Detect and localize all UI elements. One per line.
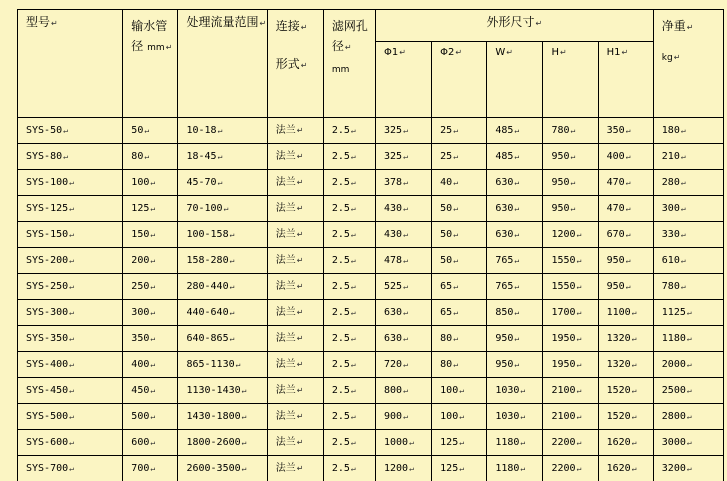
cell-h: 1950↵ (543, 326, 598, 352)
cell-connection: 法兰↵ (267, 326, 323, 352)
cell-h: 1950↵ (543, 352, 598, 378)
cell-connection: 法兰↵ (267, 222, 323, 248)
cell-h: 1550↵ (543, 274, 598, 300)
table-row (18, 326, 724, 352)
cell-connection: 法兰↵ (267, 430, 323, 456)
cell-h1: 1520↵ (598, 378, 653, 404)
cell-weight: 610↵ (653, 248, 723, 274)
cell-phi2: 25↵ (432, 144, 487, 170)
cell-model: SYS-350↵ (18, 326, 123, 352)
cell-phi1: 630↵ (376, 300, 432, 326)
cell-weight: 180↵ (653, 118, 723, 144)
header-row-1 (18, 10, 724, 42)
table-row (18, 144, 724, 170)
cell-connection: 法兰↵ (267, 144, 323, 170)
cell-w: 1180↵ (487, 456, 543, 481)
cell-h: 780↵ (543, 118, 598, 144)
cell-pipe-diameter: 50↵ (123, 118, 178, 144)
cell-weight: 780↵ (653, 274, 723, 300)
cell-flow-range: 1430-1800↵ (178, 404, 267, 430)
cell-model: SYS-80↵ (18, 144, 123, 170)
cell-h: 2100↵ (543, 404, 598, 430)
cell-connection: 法兰↵ (267, 248, 323, 274)
cell-filter-hole: 2.5↵ (323, 274, 375, 300)
cell-pipe-diameter: 125↵ (123, 196, 178, 222)
cell-weight: 3200↵ (653, 456, 723, 481)
cell-weight: 1180↵ (653, 326, 723, 352)
table-row (18, 378, 724, 404)
cell-filter-hole: 2.5↵ (323, 404, 375, 430)
cell-phi1: 630↵ (376, 326, 432, 352)
cell-filter-hole: 2.5↵ (323, 456, 375, 481)
cell-filter-hole: 2.5↵ (323, 248, 375, 274)
cell-flow-range: 158-280↵ (178, 248, 267, 274)
cell-phi1: 1200↵ (376, 456, 432, 481)
cell-pipe-diameter: 600↵ (123, 430, 178, 456)
cell-model: SYS-700↵ (18, 456, 123, 481)
cell-pipe-diameter: 150↵ (123, 222, 178, 248)
header-pipe-diameter: 输水管 径 mm↵ (123, 10, 178, 118)
cell-w: 950↵ (487, 352, 543, 378)
cell-phi1: 900↵ (376, 404, 432, 430)
cell-weight: 3000↵ (653, 430, 723, 456)
cell-phi1: 325↵ (376, 144, 432, 170)
cell-phi1: 478↵ (376, 248, 432, 274)
cell-h: 1550↵ (543, 248, 598, 274)
table-row (18, 404, 724, 430)
cell-connection: 法兰↵ (267, 352, 323, 378)
table-row (18, 248, 724, 274)
cell-flow-range: 865-1130↵ (178, 352, 267, 378)
cell-model: SYS-125↵ (18, 196, 123, 222)
header-dimensions: 外形尺寸↵ (376, 10, 654, 42)
cell-flow-range: 280-440↵ (178, 274, 267, 300)
cell-filter-hole: 2.5↵ (323, 144, 375, 170)
table-row (18, 430, 724, 456)
cell-weight: 2500↵ (653, 378, 723, 404)
cell-model: SYS-150↵ (18, 222, 123, 248)
cell-filter-hole: 2.5↵ (323, 326, 375, 352)
cell-h1: 950↵ (598, 274, 653, 300)
cell-flow-range: 1130-1430↵ (178, 378, 267, 404)
table-row (18, 456, 724, 481)
cell-w: 850↵ (487, 300, 543, 326)
cell-w: 950↵ (487, 326, 543, 352)
cell-pipe-diameter: 80↵ (123, 144, 178, 170)
cell-w: 1030↵ (487, 378, 543, 404)
cell-phi1: 378↵ (376, 170, 432, 196)
cell-w: 630↵ (487, 222, 543, 248)
cell-phi2: 50↵ (432, 248, 487, 274)
cell-pipe-diameter: 250↵ (123, 274, 178, 300)
cell-h: 2200↵ (543, 430, 598, 456)
cell-filter-hole: 2.5↵ (323, 222, 375, 248)
cell-pipe-diameter: 100↵ (123, 170, 178, 196)
header-dim-phi1: Φ1↵ (376, 42, 432, 118)
cell-h: 2100↵ (543, 378, 598, 404)
cell-h1: 1520↵ (598, 404, 653, 430)
cell-connection: 法兰↵ (267, 404, 323, 430)
cell-filter-hole: 2.5↵ (323, 118, 375, 144)
cell-phi1: 430↵ (376, 196, 432, 222)
cell-model: SYS-250↵ (18, 274, 123, 300)
cell-weight: 210↵ (653, 144, 723, 170)
cell-weight: 1125↵ (653, 300, 723, 326)
cell-phi2: 50↵ (432, 222, 487, 248)
cell-phi1: 720↵ (376, 352, 432, 378)
cell-h: 950↵ (543, 144, 598, 170)
cell-phi2: 50↵ (432, 196, 487, 222)
header-dim-h: H↵ (543, 42, 598, 118)
cell-w: 485↵ (487, 118, 543, 144)
cell-phi1: 525↵ (376, 274, 432, 300)
cell-phi2: 125↵ (432, 456, 487, 481)
table-row (18, 196, 724, 222)
cell-w: 1180↵ (487, 430, 543, 456)
header-flow-range: 处理流量范围↵ (178, 10, 267, 118)
cell-pipe-diameter: 300↵ (123, 300, 178, 326)
cell-h1: 670↵ (598, 222, 653, 248)
cell-pipe-diameter: 200↵ (123, 248, 178, 274)
cell-weight: 2000↵ (653, 352, 723, 378)
header-dim-phi2: Φ2↵ (432, 42, 487, 118)
cell-flow-range: 100-158↵ (178, 222, 267, 248)
cell-h1: 1620↵ (598, 456, 653, 481)
cell-phi1: 430↵ (376, 222, 432, 248)
spec-table (17, 9, 724, 481)
cell-phi1: 1000↵ (376, 430, 432, 456)
cell-flow-range: 70-100↵ (178, 196, 267, 222)
cell-connection: 法兰↵ (267, 118, 323, 144)
cell-w: 765↵ (487, 248, 543, 274)
cell-phi2: 65↵ (432, 300, 487, 326)
cell-h: 2200↵ (543, 456, 598, 481)
cell-connection: 法兰↵ (267, 274, 323, 300)
cell-h1: 1320↵ (598, 352, 653, 378)
cell-weight: 2800↵ (653, 404, 723, 430)
cell-model: SYS-50↵ (18, 118, 123, 144)
cell-phi1: 800↵ (376, 378, 432, 404)
cell-h: 1200↵ (543, 222, 598, 248)
cell-filter-hole: 2.5↵ (323, 196, 375, 222)
cell-flow-range: 2600-3500↵ (178, 456, 267, 481)
header-filter-hole: 滤网孔 径↵ mm (323, 10, 375, 118)
cell-phi1: 325↵ (376, 118, 432, 144)
table-row (18, 300, 724, 326)
cell-flow-range: 440-640↵ (178, 300, 267, 326)
cell-h1: 350↵ (598, 118, 653, 144)
table-row (18, 118, 724, 144)
cell-flow-range: 10-18↵ (178, 118, 267, 144)
header-connection: 连接↵ 形式↵ (267, 10, 323, 118)
cell-pipe-diameter: 450↵ (123, 378, 178, 404)
cell-flow-range: 18-45↵ (178, 144, 267, 170)
cell-w: 765↵ (487, 274, 543, 300)
cell-flow-range: 640-865↵ (178, 326, 267, 352)
table-row (18, 274, 724, 300)
cell-weight: 280↵ (653, 170, 723, 196)
cell-model: SYS-450↵ (18, 378, 123, 404)
header-dim-w: W↵ (487, 42, 543, 118)
cell-phi2: 65↵ (432, 274, 487, 300)
cell-connection: 法兰↵ (267, 196, 323, 222)
cell-phi2: 100↵ (432, 378, 487, 404)
cell-h1: 950↵ (598, 248, 653, 274)
spec-table-body (18, 10, 724, 481)
cell-w: 630↵ (487, 196, 543, 222)
header-dim-h1: H1↵ (598, 42, 653, 118)
cell-pipe-diameter: 400↵ (123, 352, 178, 378)
cell-model: SYS-200↵ (18, 248, 123, 274)
cell-w: 630↵ (487, 170, 543, 196)
cell-h1: 1100↵ (598, 300, 653, 326)
cell-weight: 300↵ (653, 196, 723, 222)
table-row (18, 170, 724, 196)
cell-phi2: 100↵ (432, 404, 487, 430)
cell-model: SYS-400↵ (18, 352, 123, 378)
cell-flow-range: 1800-2600↵ (178, 430, 267, 456)
cell-phi2: 25↵ (432, 118, 487, 144)
cell-model: SYS-500↵ (18, 404, 123, 430)
cell-filter-hole: 2.5↵ (323, 170, 375, 196)
table-row (18, 222, 724, 248)
table-row (18, 352, 724, 378)
cell-connection: 法兰↵ (267, 300, 323, 326)
cell-h: 950↵ (543, 196, 598, 222)
header-model: 型号↵ (18, 10, 123, 118)
cell-h: 950↵ (543, 170, 598, 196)
cell-pipe-diameter: 350↵ (123, 326, 178, 352)
cell-filter-hole: 2.5↵ (323, 352, 375, 378)
cell-h1: 470↵ (598, 196, 653, 222)
cell-flow-range: 45-70↵ (178, 170, 267, 196)
cell-w: 1030↵ (487, 404, 543, 430)
cell-weight: 330↵ (653, 222, 723, 248)
cell-model: SYS-600↵ (18, 430, 123, 456)
cell-connection: 法兰↵ (267, 170, 323, 196)
cell-filter-hole: 2.5↵ (323, 430, 375, 456)
header-weight: 净重↵ kg↵ (653, 10, 723, 118)
cell-h1: 1620↵ (598, 430, 653, 456)
cell-phi2: 80↵ (432, 352, 487, 378)
cell-pipe-diameter: 700↵ (123, 456, 178, 481)
cell-h1: 400↵ (598, 144, 653, 170)
cell-h: 1700↵ (543, 300, 598, 326)
cell-h1: 1320↵ (598, 326, 653, 352)
cell-w: 485↵ (487, 144, 543, 170)
cell-phi2: 80↵ (432, 326, 487, 352)
cell-h1: 470↵ (598, 170, 653, 196)
cell-filter-hole: 2.5↵ (323, 300, 375, 326)
cell-model: SYS-300↵ (18, 300, 123, 326)
cell-connection: 法兰↵ (267, 456, 323, 481)
cell-phi2: 125↵ (432, 430, 487, 456)
cell-filter-hole: 2.5↵ (323, 378, 375, 404)
cell-connection: 法兰↵ (267, 378, 323, 404)
cell-pipe-diameter: 500↵ (123, 404, 178, 430)
cell-model: SYS-100↵ (18, 170, 123, 196)
cell-phi2: 40↵ (432, 170, 487, 196)
